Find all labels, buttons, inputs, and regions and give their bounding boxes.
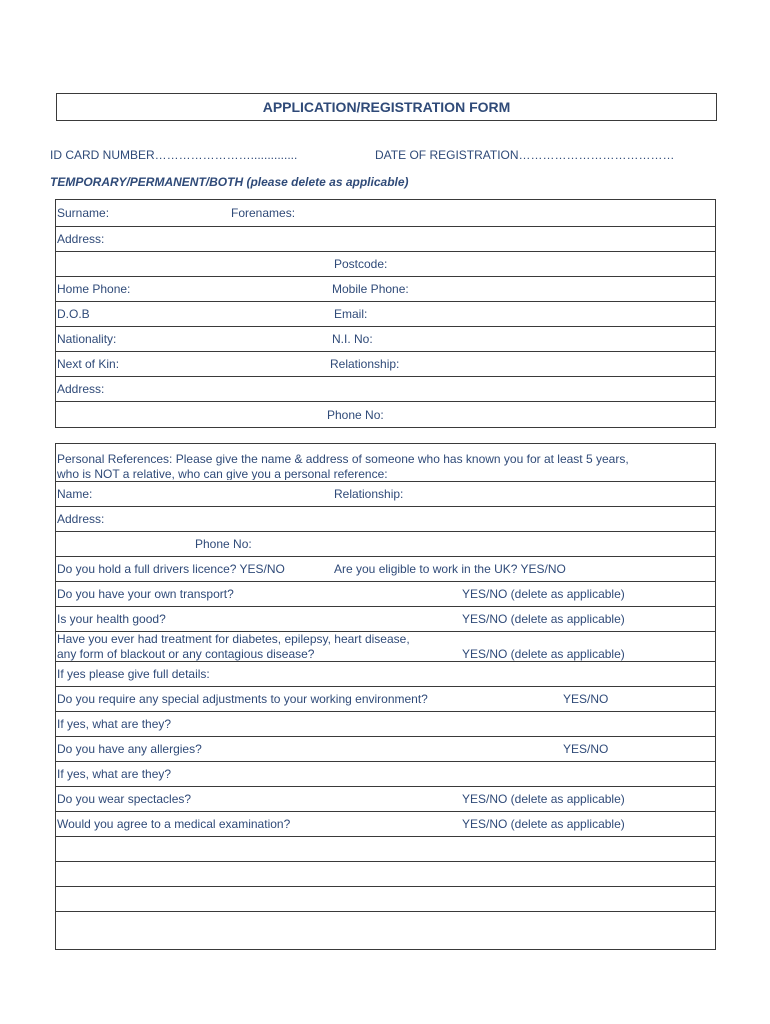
kin-phone-row: [56, 401, 715, 427]
blank-row: [56, 911, 715, 949]
transport-question: Do you have your own transport?: [57, 587, 234, 601]
eligible-question: Are you eligible to work in the UK? YES/NO: [334, 562, 566, 576]
treatment-question-line2: any form of blackout or any contagious disease?: [57, 647, 315, 661]
spectacles-row: [56, 786, 715, 811]
kin-address-label: Address:: [57, 382, 105, 396]
spectacles-answer: YES/NO (delete as applicable): [462, 792, 625, 806]
medical-answer: YES/NO (delete as applicable): [462, 817, 625, 831]
ref-relationship-label: Relationship:: [334, 487, 404, 501]
treatment-row: [56, 631, 715, 661]
transport-answer: YES/NO (delete as applicable): [462, 587, 625, 601]
references-intro-line2: who is NOT a relative, who can give you a personal reference:: [57, 467, 388, 480]
allergies-question: Do you have any allergies?: [57, 742, 202, 756]
ni-number-label: N.I. No:: [332, 332, 373, 346]
references-table: [55, 443, 716, 950]
blank-row: [56, 836, 715, 861]
adjustments-question: Do you require any special adjustments to your working environment?: [57, 692, 428, 706]
ref-name-row: [56, 481, 715, 506]
references-intro-row: [56, 444, 715, 481]
nationality-label: Nationality:: [57, 332, 117, 346]
spectacles-question: Do you wear spectacles?: [57, 792, 192, 806]
adjustments-detail-row: [56, 711, 715, 736]
treatment-answer: YES/NO (delete as applicable): [462, 647, 625, 661]
blank-row: [56, 861, 715, 886]
licence-row: [56, 556, 715, 581]
date-of-registration: DATE OF REGISTRATION…………………………………: [375, 148, 675, 162]
surname-row: [56, 200, 715, 226]
details-label: If yes please give full details:: [57, 667, 210, 681]
licence-question: Do you hold a full drivers licence? YES/NO: [57, 562, 285, 576]
treatment-question-line1: Have you ever had treatment for diabetes, epilepsy, heart disease,: [57, 632, 410, 646]
ref-phone-label: Phone No:: [195, 537, 252, 551]
postcode-label: Postcode:: [334, 257, 388, 271]
health-row: [56, 606, 715, 631]
ref-address-label: Address:: [57, 512, 105, 526]
blank-row: [56, 886, 715, 911]
allergies-row: [56, 736, 715, 761]
ref-phone-row: [56, 531, 715, 556]
id-card-number: ID CARD NUMBER……………………..............: [50, 148, 298, 162]
references-intro-line1: Personal References: Please give the name & address of someone who has known you for at least 5 years,: [57, 452, 629, 466]
details-row: [56, 661, 715, 686]
form-title: APPLICATION/REGISTRATION FORM: [56, 93, 717, 121]
ref-address-row: [56, 506, 715, 531]
adjustments-detail-label: If yes, what are they?: [57, 717, 172, 731]
dob-row: [56, 301, 715, 326]
relationship-label: Relationship:: [330, 357, 400, 371]
email-label: Email:: [334, 307, 368, 321]
employment-type: TEMPORARY/PERMANENT/BOTH (please delete as applicable): [50, 175, 409, 189]
medical-row: [56, 811, 715, 836]
transport-row: [56, 581, 715, 606]
allergies-detail-row: [56, 761, 715, 786]
allergies-answer: YES/NO: [563, 742, 609, 756]
nationality-row: [56, 326, 715, 351]
forenames-label: Forenames:: [231, 206, 296, 220]
address-row: [56, 226, 715, 251]
surname-label: Surname:: [57, 206, 110, 220]
adjustments-answer: YES/NO: [563, 692, 609, 706]
dob-label: D.O.B: [57, 307, 90, 321]
health-answer: YES/NO (delete as applicable): [462, 612, 625, 626]
kin-address-row: [56, 376, 715, 401]
next-of-kin-row: [56, 351, 715, 376]
personal-details-table: [55, 199, 716, 428]
address-label: Address:: [57, 232, 105, 246]
medical-question: Would you agree to a medical examination?: [57, 817, 291, 831]
mobile-phone-label: Mobile Phone:: [332, 282, 409, 296]
phone-row: [56, 276, 715, 301]
postcode-row: [56, 251, 715, 276]
allergies-detail-label: If yes, what are they?: [57, 767, 172, 781]
ref-name-label: Name:: [57, 487, 93, 501]
home-phone-label: Home Phone:: [57, 282, 131, 296]
health-question: Is your health good?: [57, 612, 166, 626]
next-of-kin-label: Next of Kin:: [57, 357, 120, 371]
kin-phone-label: Phone No:: [327, 407, 384, 422]
adjustments-row: [56, 686, 715, 711]
